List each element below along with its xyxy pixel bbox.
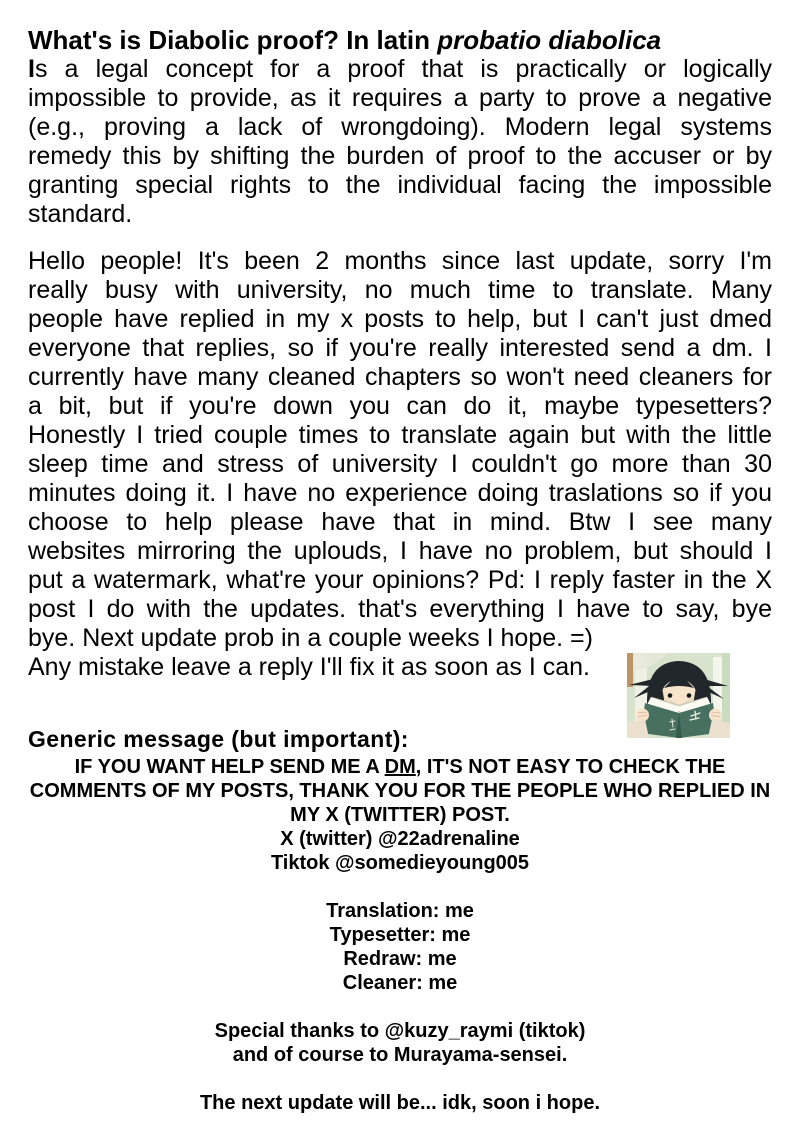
dm-line-after: , IT'S NOT EASY TO CHECK THE [415, 756, 726, 778]
note-line: bye. Next update prob in a couple weeks I hope. =) [28, 624, 593, 652]
note-line: minutes doing it. I have no experience doing traslations so if you [28, 479, 772, 507]
blank-line [28, 875, 772, 899]
note-line: everyone that replies, so if you're really interested send a dm. I [28, 334, 772, 362]
credit-translation: Translation: me [326, 900, 474, 922]
note-line: sleep time and stress of university I couldn't go more than 30 [28, 450, 772, 478]
generic-message-heading: Generic message (but important): [28, 726, 409, 752]
definition-line: impossible to provide, as it requires a party to prove a negative [28, 84, 772, 112]
title-latin-term: probatio diabolica [437, 25, 662, 55]
dm-message-line: COMMENTS OF MY POSTS, THANK YOU FOR THE PEOPLE WHO REPLIED IN [29, 780, 771, 802]
generic-message-block [28, 755, 772, 1115]
note-line: people have replied in my x posts to help, but I can't just dmed [28, 305, 772, 333]
dm-message-line [28, 755, 772, 779]
definition-line: (e.g., proving a lack of wrongdoing). Modern legal systems [28, 113, 772, 141]
definition-line [28, 55, 772, 84]
next-update-line: The next update will be... idk, soon i hope. [199, 1092, 601, 1114]
definition-line-text: s a legal concept for a proof that is practically or logically [34, 55, 772, 83]
diabolic-proof-definition [28, 55, 772, 229]
girl-reading-book-image [627, 653, 730, 738]
note-line: Honestly I tried couple times to translate again but with the little [28, 421, 772, 449]
credit-typesetter: Typesetter: me [329, 924, 471, 946]
girl-reading-book-svg [627, 653, 730, 738]
definition-lead-letter: I [28, 55, 35, 83]
special-thanks-line: and of course to Murayama-sensei. [232, 1044, 568, 1066]
special-thanks-line: Special thanks to @kuzy_raymi (tiktok) [214, 1020, 586, 1042]
blank-line [28, 995, 772, 1019]
tiktok-handle: Tiktok @somedieyoung005 [270, 852, 530, 874]
dm-underlined: DM [384, 756, 416, 778]
update-note [28, 247, 772, 682]
credit-redraw: Redraw: me [343, 948, 457, 970]
note-line: really busy with university, no much time to translate. Many [28, 276, 772, 304]
x-handle: X (twitter) @22adrenaline [280, 828, 520, 850]
note-line: websites mirroring the uplouds, I have no problem, but should I [28, 537, 772, 565]
note-line: a bit, but if you're down you can do it, maybe typesetters? [28, 392, 772, 420]
note-line: currently have many cleaned chapters so won't need cleaners for [28, 363, 772, 391]
note-line: Hello people! It's been 2 months since last update, sorry I'm [28, 247, 772, 275]
dm-line-before: IF YOU WANT HELP SEND ME A [74, 756, 385, 778]
blank-line [28, 1067, 772, 1091]
note-line: Any mistake leave a reply I'll fix it as soon as I can. [28, 653, 590, 681]
definition-line: standard. [28, 200, 133, 228]
dm-message-line: MY X (TWITTER) POST. [290, 804, 510, 826]
note-line: put a watermark, what're your opinions? Pd: I reply faster in the X [28, 566, 772, 594]
note-line: post I do with the updates. that's everything I have to say, bye [28, 595, 772, 623]
definition-line: remedy this by shifting the burden of proof to the accuser or by [28, 142, 772, 170]
page-title [28, 26, 772, 55]
credit-cleaner: Cleaner: me [342, 972, 458, 994]
definition-line: granting special rights to the individual facing the impossible [28, 171, 772, 199]
note-line: choose to help please have that in mind. Btw I see many [28, 508, 772, 536]
title-text: What's is Diabolic proof? In latin [28, 25, 438, 55]
